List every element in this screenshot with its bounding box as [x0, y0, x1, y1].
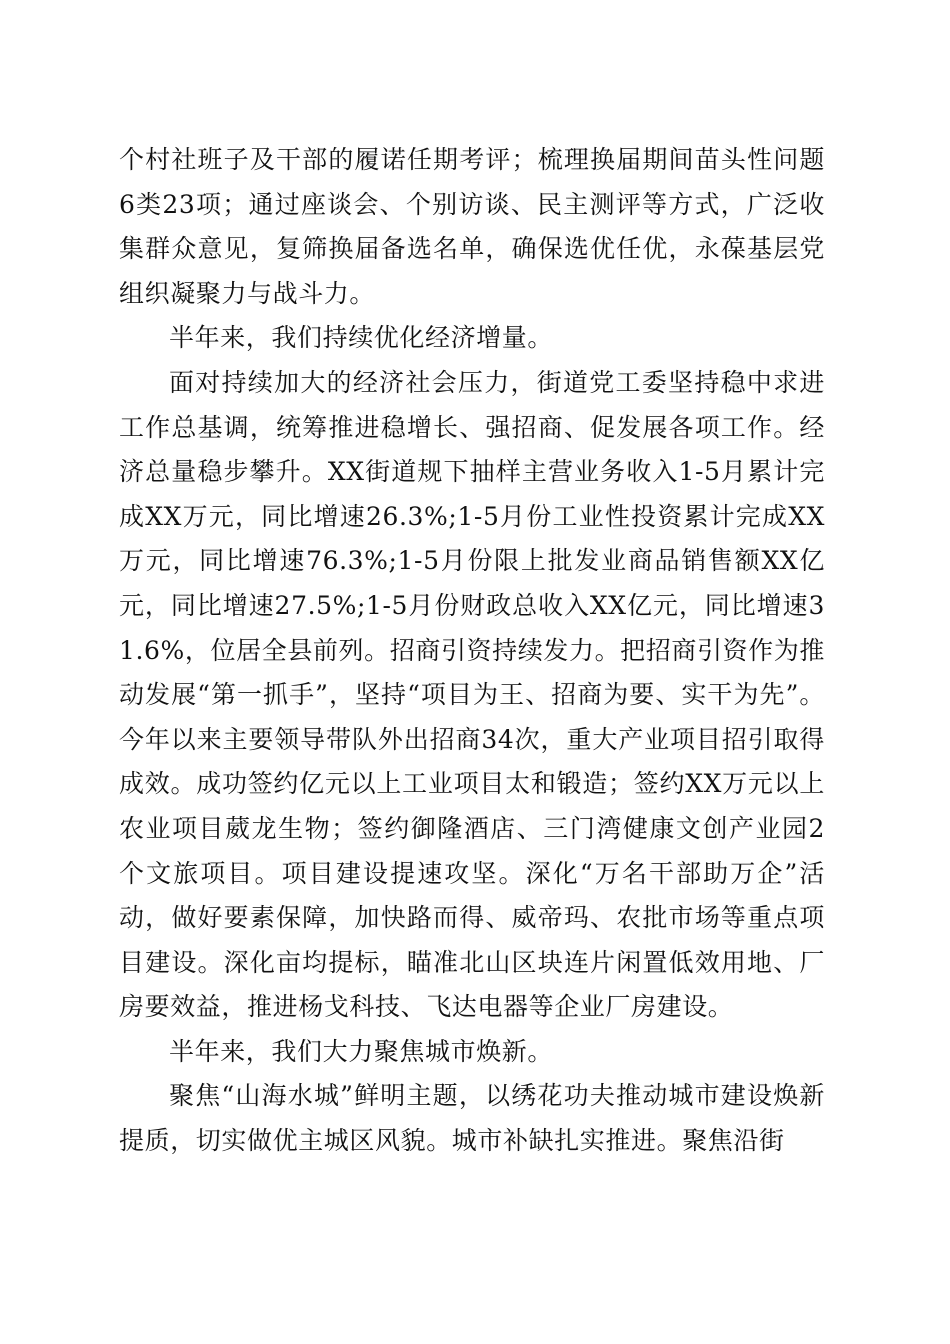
- paragraph-economic-growth: 面对持续加大的经济社会压力，街道党工委坚持稳中求进工作总基调，统筹推进稳增长、强招商、促发展各项工作。经济总量稳步攀升。XX街道规下抽样主营业务收入1-5月累计完成XX万元，同比增速26.3%;1-5月份工业性投资累计完成XX万元，同比增速76.3%;1-5月份限上批发业商品销售额XX亿元，同比增速27.5%;1-5月份财政总收入XX亿元，同比增速31.6%，位居全县前列。招商引资持续发力。把招商引资作为推动发展“第一抓手”，坚持“项目为王、招商为要、实干为先”。今年以来主要领导带队外出招商34次，重大产业项目招引取得成效。成功签约亿元以上工业项目太和锻造；签约XX万元以上农业项目葳龙生物；签约御隆酒店、三门湾健康文创产业园2个文旅项目。项目建设提速攻坚。深化“万名干部助万企”活动，做好要素保障，加快路而得、威帝玛、农批市场等重点项目建设。深化亩均提标，瞄准北山区块连片闲置低效用地、厂房要效益，推进杨戈科技、飞达电器等企业厂房建设。: [119, 367, 825, 1022]
- paragraph-city-renewal: 聚焦“山海水城”鲜明主题，以绣花功夫推动城市建设焕新提质，切实做优主城区风貌。城市补缺扎实推进。聚焦沿街: [119, 1081, 825, 1156]
- heading-economic-growth: 半年来，我们持续优化经济增量。: [169, 323, 554, 353]
- document-body: [119, 138, 825, 1164]
- paragraph-cadre-evaluation: 个村社班子及干部的履诺任期考评；梳理换届期间苗头性问题6类23项；通过座谈会、个别访谈、民主测评等方式，广泛收集群众意见，复筛换届备选名单，确保选优任优，永葆基层党组织凝聚力与战斗力。: [119, 145, 825, 308]
- heading-city-renewal: 半年来，我们大力聚焦城市焕新。: [169, 1036, 554, 1066]
